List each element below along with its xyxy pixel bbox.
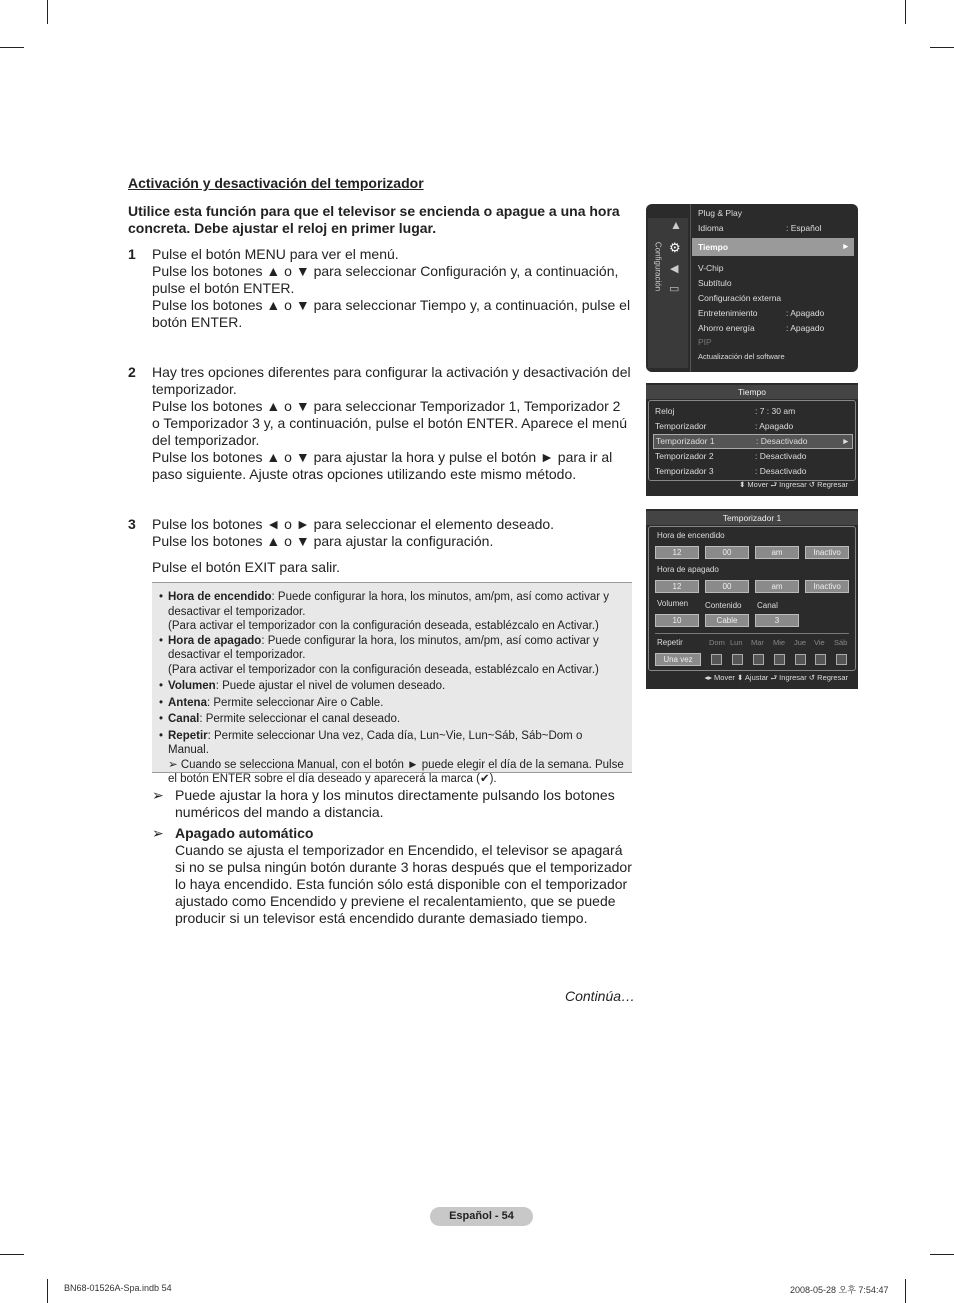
day-label: Mie xyxy=(773,638,786,647)
footer-date: 2008-05-28 오후 7:54:47 xyxy=(790,1285,889,1295)
menu-item-selected[interactable]: Tiempo ► xyxy=(692,238,854,256)
step-3-text xyxy=(152,516,632,576)
menu-item[interactable]: Plug & Play xyxy=(698,208,742,218)
off-activation-field[interactable]: Inactivo xyxy=(805,580,849,593)
menu-item[interactable]: Subtítulo xyxy=(698,278,732,288)
menu-item[interactable]: Temporizador 3 : Desactivado xyxy=(655,466,807,476)
picture-icon: ▲ xyxy=(670,218,682,232)
content-label: Contenido xyxy=(705,601,742,610)
app-icon: ▭ xyxy=(669,283,680,295)
side-label: Configuración xyxy=(653,241,663,292)
step-number: 2 xyxy=(128,364,136,380)
menu-item-selected[interactable]: Temporizador 1 : Desactivado ► xyxy=(653,434,853,449)
day-label: Sáb xyxy=(834,638,848,647)
timer-panel xyxy=(648,526,856,671)
step-line: Pulse los botones ◄ o ► para seleccionar el elemento deseado. xyxy=(152,516,555,532)
crop-mark xyxy=(930,1254,954,1255)
off-minute-field[interactable]: 00 xyxy=(705,580,749,593)
menu-item[interactable]: Entretenimiento : Apagado xyxy=(698,308,825,318)
on-ampm-field[interactable]: am xyxy=(755,546,799,559)
step-2-text xyxy=(152,364,632,483)
setup-menu-screen xyxy=(646,204,858,372)
screen-footer: ◂▸ Mover ⬍ Ajustar ⮐ Ingresar ↺ Regresar xyxy=(704,673,848,682)
note-arrow-icon: ➢ xyxy=(152,825,164,841)
step-line: Pulse el botón EXIT para salir. xyxy=(152,559,341,575)
menu-item[interactable]: Reloj : 7 : 30 am xyxy=(655,406,796,416)
continua-label: Continúa… xyxy=(565,988,636,1004)
menu-item[interactable]: Temporizador 2 : Desactivado xyxy=(655,451,807,461)
menu-item[interactable]: Idioma : Español xyxy=(698,223,822,233)
off-hour-field[interactable]: 12 xyxy=(655,580,699,593)
crop-mark xyxy=(47,1279,48,1303)
time-panel xyxy=(648,400,856,481)
channel-label: Canal xyxy=(757,601,778,610)
step-line: Pulse los botones ▲ o ▼ para ajustar la configuración. xyxy=(152,533,494,549)
off-time-label: Hora de apagado xyxy=(657,565,719,574)
screen-footer: ⬍ Mover ⮐ Ingresar ↺ Regresar xyxy=(739,480,848,489)
page-number-badge: Español - 54 xyxy=(430,1207,533,1226)
step-number: 3 xyxy=(128,516,136,532)
repeat-field[interactable]: Una vez xyxy=(655,653,701,666)
crop-mark xyxy=(0,47,24,48)
note-heading: Apagado automático xyxy=(175,825,314,841)
timer-screen xyxy=(646,509,858,689)
on-time-label: Hora de encendido xyxy=(657,531,725,540)
day-checkbox[interactable] xyxy=(732,654,743,665)
arrow-right-icon: ► xyxy=(841,241,850,251)
day-checkbox[interactable] xyxy=(774,654,785,665)
day-label: Vie xyxy=(814,638,825,647)
step-line: Pulse los botones ▲ o ▼ para ajustar la hora y pulse el botón ► para ir al paso siguiente. Ajuste otras opciones utilizando este mismo método. xyxy=(152,449,613,482)
arrow-right-icon: ► xyxy=(841,436,850,446)
repeat-label: Repetir xyxy=(657,638,683,647)
note-text: Puede ajustar la hora y los minutos directamente pulsando los botones numéricos del mando a distancia. xyxy=(175,787,615,820)
list-item: • Hora de apagado: Puede configurar la hora, los minutos, am/pm, así como activar y desactivar el temporizador. (Para activar el temporizador con la configuración deseada, establézcalo en Activar.) xyxy=(159,634,599,676)
menu-item-disabled: PIP xyxy=(698,337,712,347)
menu-item[interactable]: Configuración externa xyxy=(698,293,782,303)
info-box xyxy=(152,582,632,785)
note-body: Cuando se ajusta el temporizador en Encendido, el televisor se apagará si no se pulsa ningún botón durante 3 horas después que el temporizador lo haya encendido. Esta función sólo está disponible con el temporizador ajustado como Encendido y previene el recalentamiento, que se puede producir si un televisor está encendido durante demasiado tiempo. xyxy=(175,842,632,926)
note-arrow-icon: ➢ xyxy=(152,787,164,803)
menu-item[interactable]: Ahorro energía : Apagado xyxy=(698,323,825,333)
menu-item[interactable]: V-Chip xyxy=(698,263,724,273)
day-label: Lun xyxy=(730,638,743,647)
step-number: 1 xyxy=(128,246,136,262)
day-checkbox[interactable] xyxy=(836,654,847,665)
step-line: Pulse los botones ▲ o ▼ para seleccionar Configuración y, a continuación, pulse el botón ENTER. xyxy=(152,263,619,296)
day-label: Mar xyxy=(751,638,764,647)
step-1-text xyxy=(152,246,632,331)
crop-mark xyxy=(930,47,954,48)
list-item: • Repetir: Permite seleccionar Una vez, Cada día, Lun~Vie, Lun~Sáb, Sáb~Dom o Manual. ➢ Cuando se selecciona Manual, con el botón ► puede elegir el día de la semana. Pulse el botón ENTER sobre el día deseado y aparecerá la marca (✔). xyxy=(159,729,624,785)
volume-label: Volumen xyxy=(657,599,689,608)
input-icon: ◀ xyxy=(670,263,679,275)
channel-field[interactable]: 3 xyxy=(755,614,799,627)
step-line: Hay tres opciones diferentes para configurar la activación y desactivación del temporizador. xyxy=(152,364,631,397)
screen-title: Tiempo xyxy=(646,385,858,399)
on-hour-field[interactable]: 12 xyxy=(655,546,699,559)
list-item: • Volumen: Puede ajustar el nivel de volumen deseado. xyxy=(159,680,446,692)
menu-item[interactable]: Temporizador : Apagado xyxy=(655,421,794,431)
step-line: Pulse los botones ▲ o ▼ para seleccionar Temporizador 1, Temporizador 2 o Temporizador 3 y, a continuación, pulse el botón ENTER. Aparece el menú del temporizador. xyxy=(152,398,627,448)
day-label: Jue xyxy=(794,638,807,647)
menu-item[interactable]: Actualización del software xyxy=(698,352,785,361)
on-activation-field[interactable]: Inactivo xyxy=(805,546,849,559)
footer-file: BN68-01526A-Spa.indb 54 xyxy=(64,1283,172,1293)
volume-field[interactable]: 10 xyxy=(655,614,699,627)
section-title: Activación y desactivación del temporizador xyxy=(128,175,424,191)
step-line: Pulse el botón MENU para ver el menú. xyxy=(152,246,399,262)
time-menu-screen xyxy=(646,383,858,496)
content-field[interactable]: Cable xyxy=(705,614,749,627)
crop-mark xyxy=(905,0,906,24)
off-ampm-field[interactable]: am xyxy=(755,580,799,593)
intro-text: Utilice esta función para que el televisor se encienda o apague a una hora concreta. Debe ajustar el reloj en primer lugar. xyxy=(128,203,620,236)
crop-mark xyxy=(905,1279,906,1303)
step-line: Pulse los botones ▲ o ▼ para seleccionar Tiempo y, a continuación, pulse el botón ENTER. xyxy=(152,297,631,330)
list-item: • Canal: Permite seleccionar el canal deseado. xyxy=(159,713,401,725)
day-checkbox[interactable] xyxy=(753,654,764,665)
screen-title: Temporizador 1 xyxy=(646,511,858,525)
crop-mark xyxy=(47,0,48,24)
list-item: • Antena: Permite seleccionar Aire o Cable. xyxy=(159,696,384,709)
day-label: Dom xyxy=(709,638,725,647)
crop-mark xyxy=(0,1254,24,1255)
on-minute-field[interactable]: 00 xyxy=(705,546,749,559)
day-checkbox[interactable] xyxy=(711,654,722,665)
day-checkbox[interactable] xyxy=(795,654,806,665)
list-item: • Hora de encendido: Puede configurar la hora, los minutos, am/pm, así como activar y desactivar el temporizador. (Para activar el temporizador con la configuración deseada, establézcalo en Activar.) xyxy=(159,591,610,632)
gear-icon: ⚙ xyxy=(669,240,681,255)
day-checkbox[interactable] xyxy=(815,654,826,665)
